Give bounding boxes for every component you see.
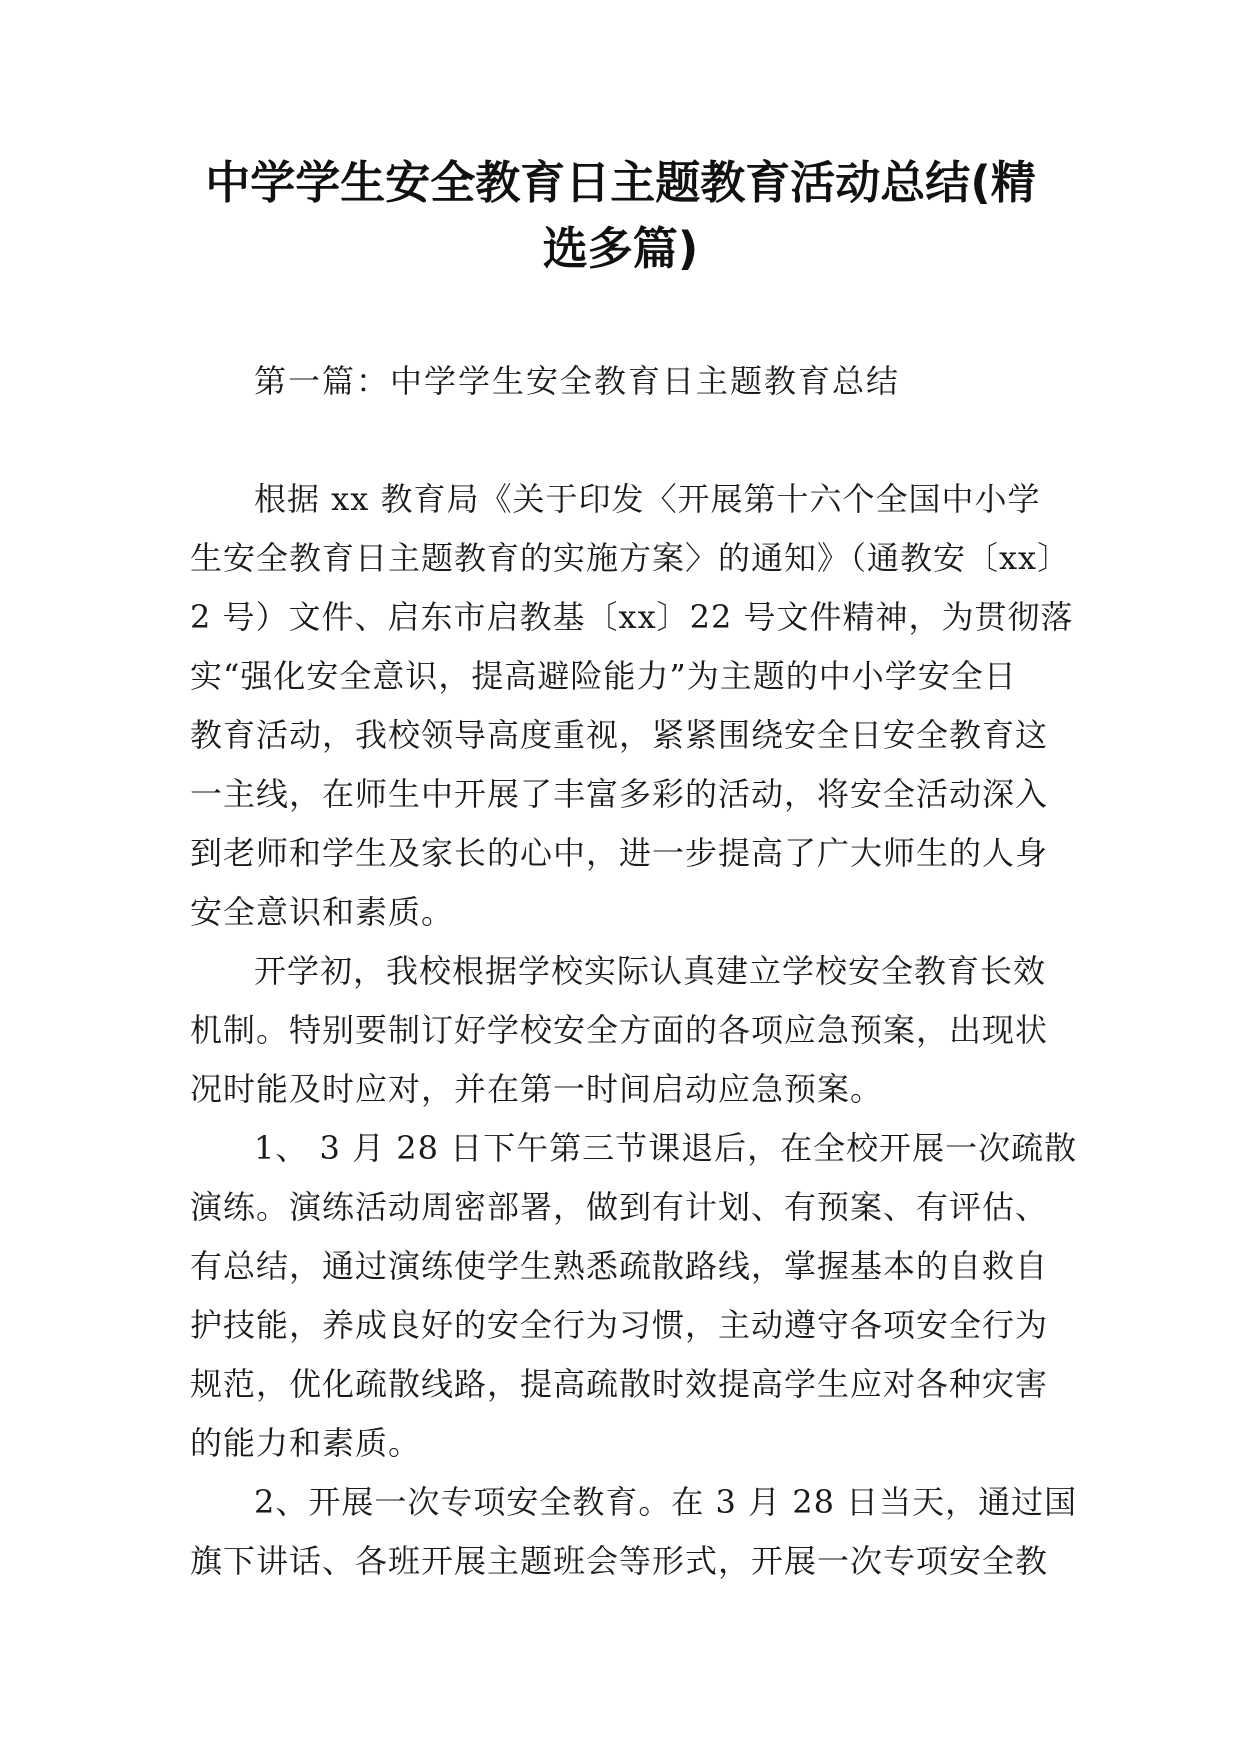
title-line: 选多篇) xyxy=(542,222,699,275)
paragraph-line: 有总结，通过演练使学生熟悉疏散路线，掌握基本的自救自 xyxy=(190,1247,1049,1285)
title-line: 中学学生安全教育日主题教育活动总结(精 xyxy=(205,156,1036,209)
paragraph-line: 2、开展一次专项安全教育。在 3 月 28 日当天，通过国 xyxy=(254,1483,1078,1521)
paragraph-line: 教育活动，我校领导高度重视，紧紧围绕安全日安全教育这 xyxy=(190,716,1049,754)
paragraph-line: 到老师和学生及家长的心中，进一步提高了广大师生的人身 xyxy=(190,834,1049,872)
paragraph-line: 演练。演练活动周密部署，做到有计划、有预案、有评估、 xyxy=(190,1188,1049,1226)
paragraph-line: 开学初，我校根据学校实际认真建立学校安全教育长效 xyxy=(254,952,1047,990)
paragraph-line: 规范，优化疏散线路，提高疏散时效提高学生应对各种灾害 xyxy=(190,1365,1049,1403)
paragraph-line: 生安全教育日主题教育的实施方案〉的通知》（通教安〔xx〕 xyxy=(190,539,1071,577)
paragraph-line: 2 号）文件、启东市启教基〔xx〕22 号文件精神，为贯彻落 xyxy=(190,598,1074,636)
paragraph-line: 根据 xx 教育局《关于印发〈开展第十六个全国中小学 xyxy=(254,480,1041,518)
paragraph xyxy=(190,470,1074,942)
paragraph-line: 一主线，在师生中开展了丰富多彩的活动，将安全活动深入 xyxy=(190,775,1049,813)
paragraph-line: 旗下讲话、各班开展主题班会等形式，开展一次专项安全教 xyxy=(190,1542,1049,1580)
paragraph-line: 机制。特别要制订好学校安全方面的各项应急预案，出现状 xyxy=(190,1011,1049,1049)
section-heading: 第一篇：中学学生安全教育日主题教育总结 xyxy=(254,362,901,400)
paragraph xyxy=(190,1473,1078,1591)
paragraph xyxy=(190,942,1050,1119)
paragraph-line: 况时能及时应对，并在第一时间启动应急预案。 xyxy=(190,1070,884,1108)
paragraph-line: 的能力和素质。 xyxy=(190,1424,422,1462)
document-body xyxy=(190,352,1078,1591)
paragraph-line: 护技能，养成良好的安全行为习惯，主动遵守各项安全行为 xyxy=(190,1306,1049,1344)
paragraph-line: 安全意识和素质。 xyxy=(190,893,455,931)
document-title xyxy=(150,150,1091,282)
paragraph-line: 实“强化安全意识，提高避险能力”为主题的中小学安全日 xyxy=(190,657,1017,695)
paragraph xyxy=(190,1119,1078,1473)
paragraph-line: 1、 3 月 28 日下午第三节课退后，在全校开展一次疏散 xyxy=(254,1129,1078,1167)
